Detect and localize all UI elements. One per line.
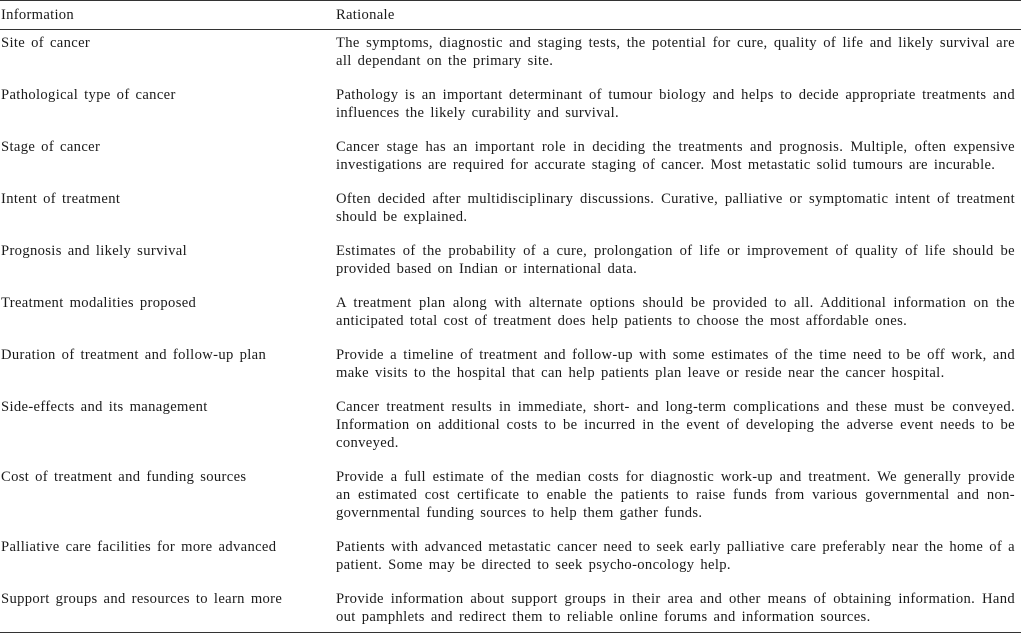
rationale-cell: Pathology is an important determinant of tumour biology and helps to decide appropriate treatments and influences the likely curability and survival. xyxy=(336,87,1015,121)
information-cell: Treatment modalities proposed xyxy=(1,295,197,311)
table-row xyxy=(0,238,1021,290)
rationale-cell: The symptoms, diagnostic and staging tests, the potential for cure, quality of life and likely survival are all dependant on the primary site. xyxy=(336,35,1015,69)
information-cell: Support groups and resources to learn more xyxy=(1,591,283,607)
table-row xyxy=(0,134,1021,186)
table-row xyxy=(0,464,1021,534)
table-row xyxy=(0,82,1021,134)
rationale-cell: Provide a timeline of treatment and follow-up with some estimates of the time need to be off work, and make visits to the hospital that can help patients plan leave or reside near the cancer hospital. xyxy=(336,347,1015,381)
table-header-row xyxy=(0,1,1021,30)
table-body xyxy=(0,30,1021,633)
information-cell: Duration of treatment and follow-up plan xyxy=(1,347,267,363)
information-cell: Pathological type of cancer xyxy=(1,87,176,103)
rationale-cell: Estimates of the probability of a cure, prolongation of life or improvement of quality of life should be provided based on Indian or international data. xyxy=(336,243,1015,277)
information-cell: Palliative care facilities for more advanced xyxy=(1,539,277,555)
information-cell: Cost of treatment and funding sources xyxy=(1,469,247,485)
rationale-cell: Often decided after multidisciplinary discussions. Curative, palliative or symptomatic intent of treatment should be explained. xyxy=(336,191,1015,225)
column-header-information: Information xyxy=(1,7,75,23)
rationale-cell: Provide information about support groups in their area and other means of obtaining information. Hand out pamphlets and redirect them to reliable online forums and information sources. xyxy=(336,591,1015,625)
information-cell: Prognosis and likely survival xyxy=(1,243,187,259)
information-cell: Intent of treatment xyxy=(1,191,121,207)
table-row xyxy=(0,186,1021,238)
table-row xyxy=(0,30,1021,83)
rationale-cell: Provide a full estimate of the median costs for diagnostic work-up and treatment. We generally provide an estimated cost certificate to enable the patients to raise funds from various governmental and non-governmental funding sources to help them gather funds. xyxy=(336,469,1015,521)
information-cell: Stage of cancer xyxy=(1,139,101,155)
rationale-cell: Patients with advanced metastatic cancer need to seek early palliative care preferably near the home of a patient. Some may be directed to seek psycho-oncology help. xyxy=(336,539,1015,573)
information-cell: Site of cancer xyxy=(1,35,91,51)
information-cell: Side-effects and its management xyxy=(1,399,208,415)
table-row xyxy=(0,394,1021,464)
table-row xyxy=(0,586,1021,633)
rationale-cell: Cancer stage has an important role in deciding the treatments and prognosis. Multiple, often expensive investigations are required for accurate staging of cancer. Most metastatic solid tumours are incurable. xyxy=(336,139,1015,173)
table-header xyxy=(0,1,1021,30)
column-header-rationale: Rationale xyxy=(336,7,395,23)
rationale-cell: Cancer treatment results in immediate, short- and long-term complications and these must be conveyed. Information on additional costs to be incurred in the event of developing the adverse event needs to be conveyed. xyxy=(336,399,1015,451)
table-row xyxy=(0,534,1021,586)
table-row xyxy=(0,342,1021,394)
rationale-cell: A treatment plan along with alternate options should be provided to all. Additional information on the anticipated total cost of treatment does help patients to choose the most affordable ones. xyxy=(336,295,1015,329)
table-row xyxy=(0,290,1021,342)
